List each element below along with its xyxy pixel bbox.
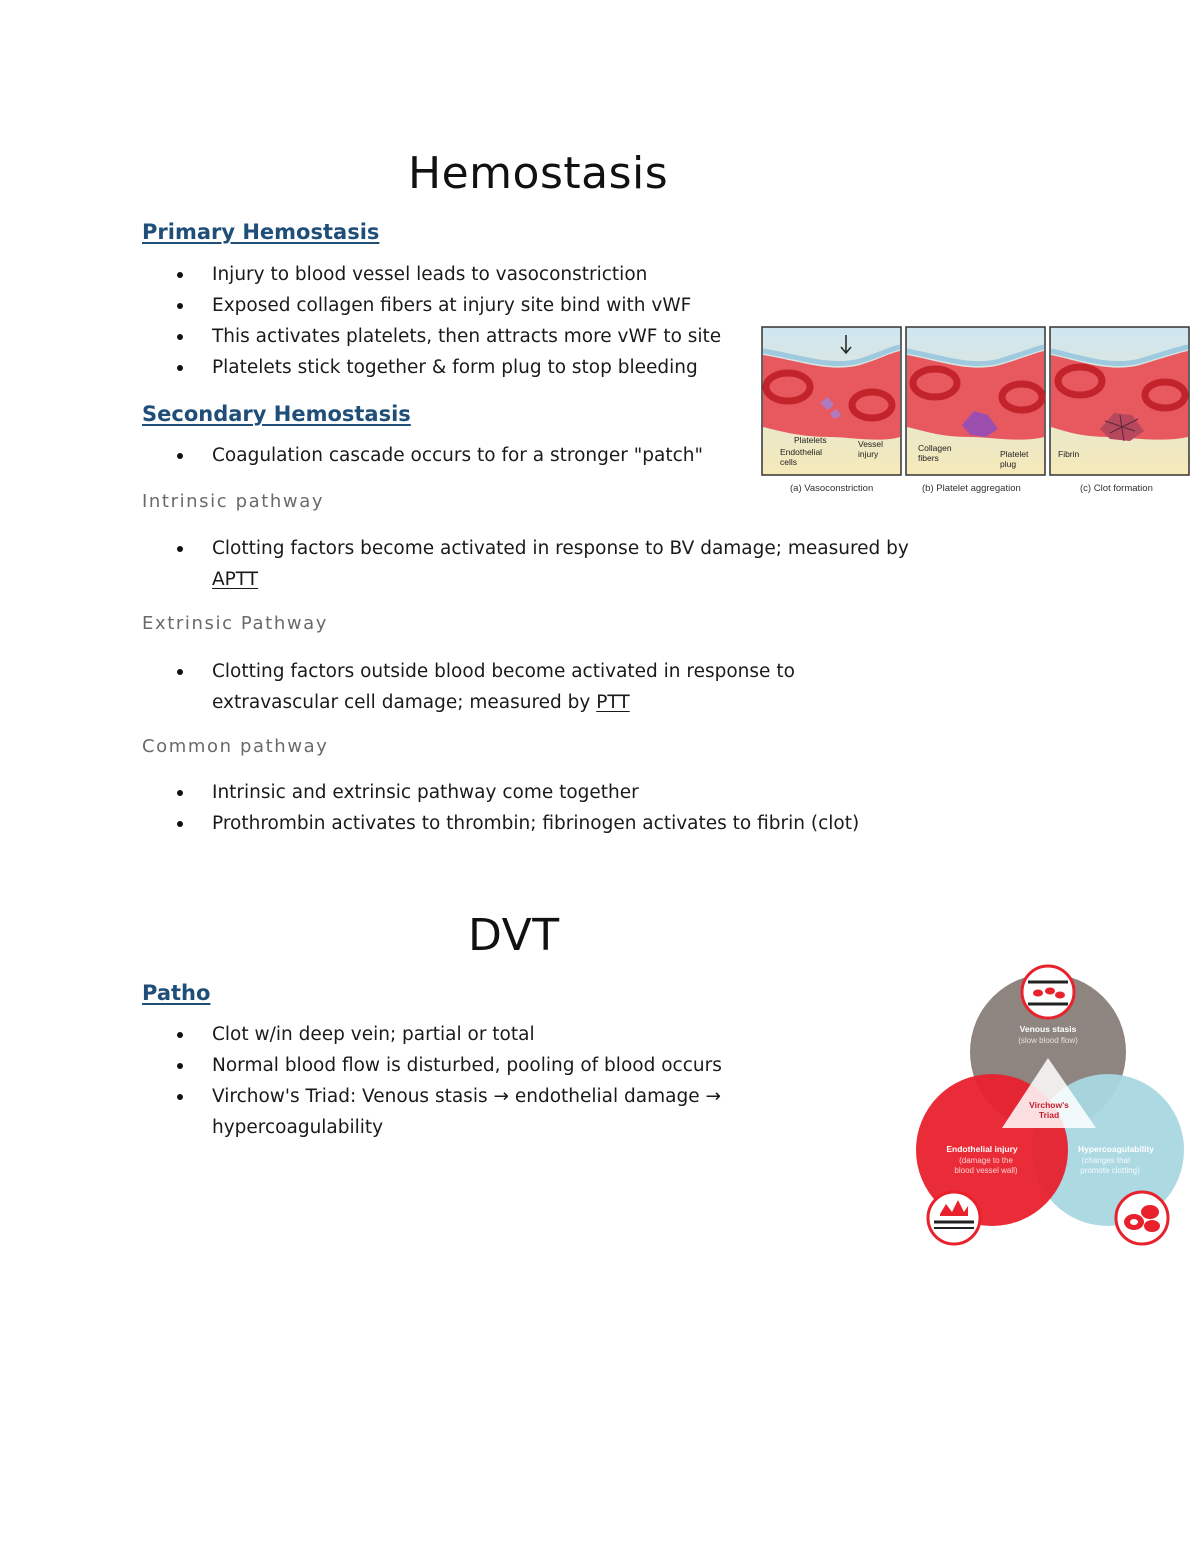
common-pathway-list bbox=[142, 777, 902, 839]
label-collagen: Collagen bbox=[918, 443, 952, 453]
endothelial-injury-desc-1: (damage to the bbox=[959, 1156, 1013, 1165]
patho-heading: Patho bbox=[142, 981, 211, 1005]
panel-clot-formation bbox=[1050, 327, 1189, 494]
list-item: This activates platelets, then attracts more vWF to site bbox=[142, 321, 762, 352]
caption-vasoconstriction: (a) Vasoconstriction bbox=[790, 483, 874, 494]
common-pathway-heading: Common pathway bbox=[142, 736, 329, 757]
label-vessel: Vessel bbox=[858, 439, 884, 449]
vessel-wall-damage-icon bbox=[928, 1192, 980, 1244]
caption-clot-formation: (c) Clot formation bbox=[1080, 483, 1153, 494]
endothelial-injury-desc-2: blood vessel wall) bbox=[954, 1166, 1018, 1175]
intrinsic-pathway-heading: Intrinsic pathway bbox=[142, 491, 325, 512]
extrinsic-pathway-heading: Extrinsic Pathway bbox=[142, 613, 329, 634]
intrinsic-text: Clotting factors become activated in response to BV damage; measured by bbox=[212, 538, 909, 559]
venous-stasis-title: Venous stasis bbox=[1019, 1024, 1077, 1034]
primary-hemostasis-heading: Primary Hemostasis bbox=[142, 220, 380, 244]
extrinsic-text: Clotting factors outside blood become activated in response to extravascular cell damage; measured by bbox=[212, 661, 795, 713]
virchows-triad-figure bbox=[910, 960, 1190, 1250]
list-item bbox=[142, 533, 922, 595]
hypercoagulability-title: Hypercoagulability bbox=[1077, 1144, 1155, 1154]
hemostasis-figure bbox=[760, 325, 1192, 497]
label-platelet: Platelet bbox=[1000, 449, 1029, 459]
list-item bbox=[142, 656, 822, 718]
aptt-link: APTT bbox=[212, 569, 259, 590]
panel-vasoconstriction bbox=[762, 327, 901, 494]
list-item: Clot w/in deep vein; partial or total bbox=[142, 1019, 742, 1050]
hypercoagulability-desc-1: (changes that bbox=[1081, 1156, 1131, 1165]
list-item: Injury to blood vessel leads to vasoconstriction bbox=[142, 259, 762, 290]
label-fibrin: Fibrin bbox=[1058, 449, 1080, 459]
clotting-cells-icon bbox=[1116, 1192, 1168, 1244]
dvt-title: DVT bbox=[468, 910, 560, 961]
hemostasis-title: Hemostasis bbox=[408, 148, 669, 199]
label-fibers: fibers bbox=[918, 453, 939, 463]
caption-platelet-aggregation: (b) Platelet aggregation bbox=[922, 483, 1021, 494]
list-item: Intrinsic and extrinsic pathway come together bbox=[142, 777, 902, 808]
triad-center-line-2: Triad bbox=[1038, 1110, 1060, 1120]
list-item: Exposed collagen fibers at injury site bind with vWF bbox=[142, 290, 762, 321]
label-platelets: Platelets bbox=[794, 435, 827, 445]
hypercoagulability-desc-2: promote clotting) bbox=[1080, 1166, 1140, 1175]
primary-hemostasis-list bbox=[142, 259, 762, 383]
secondary-hemostasis-heading: Secondary Hemostasis bbox=[142, 402, 411, 426]
panel-platelet-aggregation bbox=[906, 327, 1045, 494]
extrinsic-pathway-list bbox=[142, 656, 822, 718]
list-item: Normal blood flow is disturbed, pooling of blood occurs bbox=[142, 1050, 742, 1081]
list-item: Virchow's Triad: Venous stasis → endothelial damage → hypercoagulability bbox=[142, 1081, 742, 1143]
list-item: Coagulation cascade occurs to for a stronger "patch" bbox=[142, 440, 762, 471]
label-cells: cells bbox=[780, 457, 798, 467]
label-plug: plug bbox=[1000, 459, 1017, 469]
label-injury: injury bbox=[858, 449, 879, 459]
secondary-hemostasis-list bbox=[142, 440, 762, 471]
intrinsic-pathway-list bbox=[142, 533, 922, 595]
label-endothelial: Endothelial bbox=[780, 447, 823, 457]
endothelial-injury-title: Endothelial injury bbox=[946, 1144, 1018, 1154]
slow-flow-icon bbox=[1022, 966, 1074, 1018]
patho-list bbox=[142, 1019, 742, 1143]
list-item: Prothrombin activates to thrombin; fibrinogen activates to fibrin (clot) bbox=[142, 808, 902, 839]
list-item: Platelets stick together & form plug to stop bleeding bbox=[142, 352, 762, 383]
triad-center-line-1: Virchow's bbox=[1029, 1100, 1069, 1110]
venous-stasis-desc: (slow blood flow) bbox=[1018, 1036, 1078, 1045]
ptt-link: PTT bbox=[596, 692, 630, 713]
